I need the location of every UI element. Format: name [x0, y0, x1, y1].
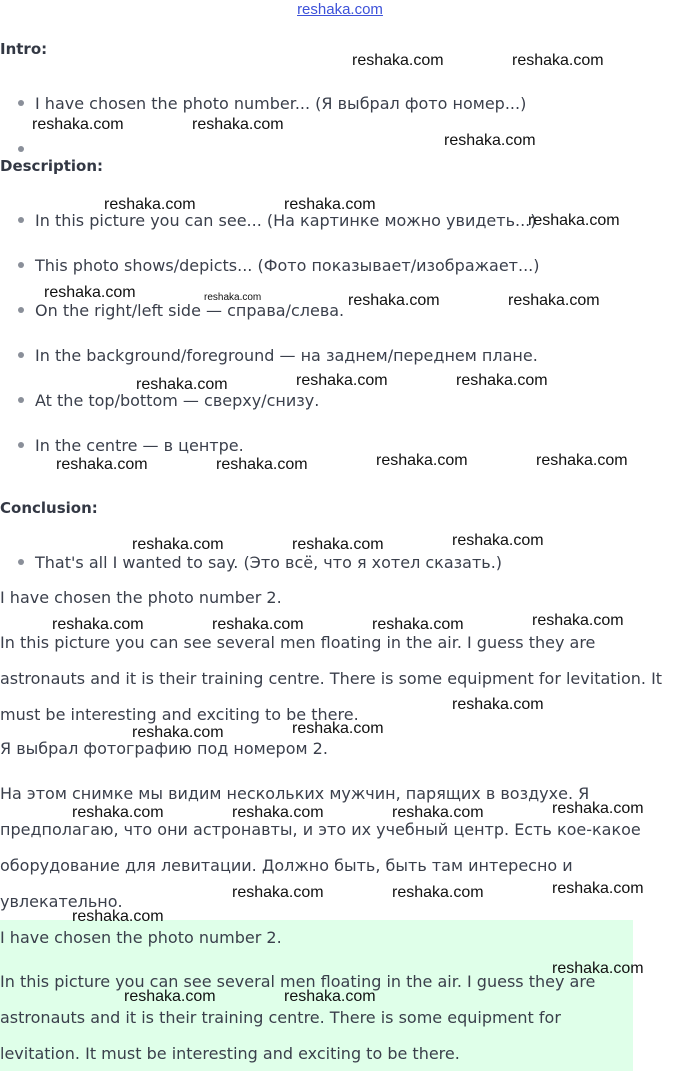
- description-item: On the right/left side — справа/слева.: [35, 301, 345, 320]
- watermark: reshaka.com: [52, 616, 144, 633]
- watermark: reshaka.com: [72, 804, 164, 821]
- highlighted-paragraph: In this picture you can see several men floating in the air. I guess they are astronauts and it is their training centre. There is some equipment for levitation. It must be interesting and exciting to be there.: [0, 972, 596, 1063]
- description-item: In this picture you can see... (На картинке можно увидеть...): [35, 211, 537, 230]
- watermark: reshaka.com: [532, 612, 624, 629]
- watermark: reshaka.com: [552, 880, 644, 897]
- conclusion-heading: Conclusion:: [0, 499, 98, 517]
- intro-heading: Intro:: [0, 40, 48, 58]
- watermark: reshaka.com: [284, 196, 376, 213]
- watermark: reshaka.com: [552, 800, 644, 817]
- watermark: reshaka.com: [204, 292, 262, 303]
- watermark: reshaka.com: [232, 884, 324, 901]
- list-bullet: [18, 100, 24, 106]
- list-bullet: [18, 307, 24, 313]
- watermark: reshaka.com: [376, 452, 468, 469]
- watermark: reshaka.com: [352, 52, 444, 69]
- english-first-line: I have chosen the photo number 2.: [0, 588, 282, 607]
- russian-paragraph: На этом снимке мы видим нескольких мужчин, парящих в воздухе. Я предполагаю, что они астронавты, и это их учебный центр. Есть кое-какое оборудование для левитации. Должно быть, быть там интересно и увлекательно.: [0, 784, 641, 911]
- highlighted-first-line: I have chosen the photo number 2.: [0, 928, 282, 947]
- watermark: reshaka.com: [348, 292, 440, 309]
- watermark: reshaka.com: [232, 804, 324, 821]
- description-heading: Description:: [0, 157, 104, 175]
- watermark: reshaka.com: [392, 884, 484, 901]
- list-bullet: [18, 352, 24, 358]
- description-item: This photo shows/depicts... (Фото показывает/изображает...): [35, 256, 540, 275]
- watermark: reshaka.com: [296, 372, 388, 389]
- watermark: reshaka.com: [552, 960, 644, 977]
- watermark: reshaka.com: [56, 456, 148, 473]
- watermark: reshaka.com: [444, 132, 536, 149]
- intro-item: I have chosen the photo number... (Я выбрал фото номер...): [35, 94, 527, 113]
- description-item: In the centre — в центре.: [35, 436, 244, 455]
- watermark: reshaka.com: [44, 284, 136, 301]
- watermark: reshaka.com: [372, 616, 464, 633]
- watermark: reshaka.com: [456, 372, 548, 389]
- watermark: reshaka.com: [32, 116, 124, 133]
- english-paragraph: In this picture you can see several men floating in the air. I guess they are astronauts and it is their training centre. There is some equipment for levitation. It must be interesting and exciting to be there.: [0, 633, 663, 724]
- watermark: reshaka.com: [292, 536, 384, 553]
- watermark: reshaka.com: [132, 724, 224, 741]
- list-bullet: [18, 442, 24, 448]
- site-link[interactable]: reshaka.com: [297, 1, 383, 18]
- watermark: reshaka.com: [284, 988, 376, 1005]
- watermark: reshaka.com: [452, 532, 544, 549]
- watermark: reshaka.com: [136, 376, 228, 393]
- watermark: reshaka.com: [104, 196, 196, 213]
- list-bullet: [18, 262, 24, 268]
- conclusion-item: That's all I wanted to say. (Это всё, что я хотел сказать.): [35, 553, 503, 572]
- description-item: At the top/bottom — сверху/снизу.: [35, 391, 320, 410]
- watermark: reshaka.com: [536, 452, 628, 469]
- watermark: reshaka.com: [192, 116, 284, 133]
- watermark: reshaka.com: [508, 292, 600, 309]
- list-bullet: [18, 146, 24, 152]
- list-bullet: [18, 559, 24, 565]
- list-bullet: [18, 397, 24, 403]
- watermark: reshaka.com: [512, 52, 604, 69]
- watermark: reshaka.com: [72, 908, 164, 925]
- description-item: In the background/foreground — на заднем/переднем плане.: [35, 346, 538, 365]
- watermark: reshaka.com: [212, 616, 304, 633]
- russian-first-line: Я выбрал фотографию под номером 2.: [0, 739, 328, 758]
- watermark: reshaka.com: [392, 804, 484, 821]
- watermark: reshaka.com: [132, 536, 224, 553]
- watermark: reshaka.com: [528, 212, 620, 229]
- watermark: reshaka.com: [292, 720, 384, 737]
- watermark: reshaka.com: [124, 988, 216, 1005]
- list-bullet: [18, 217, 24, 223]
- watermark: reshaka.com: [452, 696, 544, 713]
- watermark: reshaka.com: [216, 456, 308, 473]
